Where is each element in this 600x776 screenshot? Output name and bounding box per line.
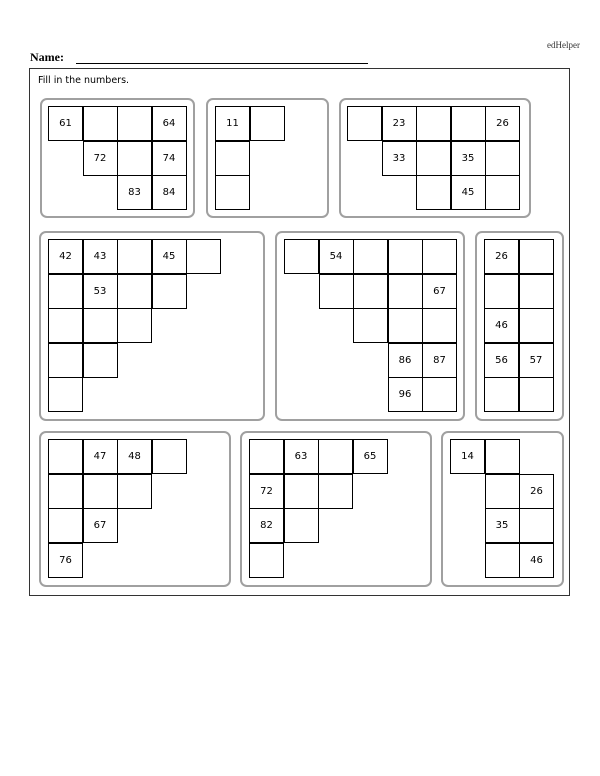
given-number-cell: 33: [382, 141, 417, 176]
blank-number-cell[interactable]: [48, 377, 83, 412]
given-number-cell: 11: [215, 106, 250, 141]
blank-number-cell[interactable]: [117, 474, 152, 509]
given-number-cell: 67: [83, 508, 118, 543]
blank-number-cell[interactable]: [249, 543, 284, 578]
given-number-cell: 65: [353, 439, 388, 474]
blank-number-cell[interactable]: [485, 141, 520, 176]
given-number-cell: 45: [451, 175, 486, 210]
given-number-cell: 83: [117, 175, 152, 210]
blank-number-cell[interactable]: [519, 508, 554, 543]
given-number-cell: 96: [388, 377, 423, 412]
given-number-cell: 64: [152, 106, 187, 141]
given-number-cell: 57: [519, 343, 554, 378]
blank-number-cell[interactable]: [186, 239, 221, 274]
given-number-cell: 82: [249, 508, 284, 543]
given-number-cell: 35: [451, 141, 486, 176]
blank-number-cell[interactable]: [422, 239, 457, 274]
blank-number-cell[interactable]: [117, 239, 152, 274]
given-number-cell: 46: [519, 543, 554, 578]
name-line: [76, 63, 368, 64]
given-number-cell: 56: [484, 343, 519, 378]
blank-number-cell[interactable]: [117, 106, 152, 141]
blank-number-cell[interactable]: [117, 141, 152, 176]
blank-number-cell[interactable]: [215, 141, 250, 176]
blank-number-cell[interactable]: [152, 274, 187, 309]
blank-number-cell[interactable]: [215, 175, 250, 210]
blank-number-cell[interactable]: [422, 308, 457, 343]
blank-number-cell[interactable]: [519, 239, 554, 274]
blank-number-cell[interactable]: [318, 474, 353, 509]
blank-number-cell[interactable]: [48, 508, 83, 543]
blank-number-cell[interactable]: [519, 377, 554, 412]
given-number-cell: 26: [484, 239, 519, 274]
blank-number-cell[interactable]: [519, 308, 554, 343]
given-number-cell: 54: [319, 239, 354, 274]
given-number-cell: 76: [48, 543, 83, 578]
given-number-cell: 26: [485, 106, 520, 141]
blank-number-cell[interactable]: [83, 343, 118, 378]
blank-number-cell[interactable]: [484, 377, 519, 412]
given-number-cell: 72: [249, 474, 284, 509]
given-number-cell: 48: [117, 439, 152, 474]
given-number-cell: 74: [152, 141, 187, 176]
blank-number-cell[interactable]: [48, 439, 83, 474]
blank-number-cell[interactable]: [484, 274, 519, 309]
given-number-cell: 23: [382, 106, 417, 141]
given-number-cell: 46: [484, 308, 519, 343]
blank-number-cell[interactable]: [485, 175, 520, 210]
given-number-cell: 43: [83, 239, 118, 274]
blank-number-cell[interactable]: [117, 274, 152, 309]
given-number-cell: 45: [152, 239, 187, 274]
blank-number-cell[interactable]: [519, 274, 554, 309]
given-number-cell: 84: [152, 175, 187, 210]
blank-number-cell[interactable]: [353, 239, 388, 274]
blank-number-cell[interactable]: [347, 106, 382, 141]
blank-number-cell[interactable]: [319, 274, 354, 309]
blank-number-cell[interactable]: [83, 106, 118, 141]
blank-number-cell[interactable]: [48, 474, 83, 509]
given-number-cell: 86: [388, 343, 423, 378]
blank-number-cell[interactable]: [353, 308, 388, 343]
blank-number-cell[interactable]: [485, 543, 520, 578]
blank-number-cell[interactable]: [48, 274, 83, 309]
name-label: Name:: [30, 50, 64, 64]
blank-number-cell[interactable]: [250, 106, 285, 141]
blank-number-cell[interactable]: [485, 474, 520, 509]
blank-number-cell[interactable]: [117, 308, 152, 343]
blank-number-cell[interactable]: [83, 474, 118, 509]
blank-number-cell[interactable]: [152, 439, 187, 474]
given-number-cell: 14: [450, 439, 485, 474]
given-number-cell: 42: [48, 239, 83, 274]
blank-number-cell[interactable]: [388, 308, 423, 343]
blank-number-cell[interactable]: [249, 439, 284, 474]
given-number-cell: 26: [519, 474, 554, 509]
blank-number-cell[interactable]: [485, 439, 520, 474]
given-number-cell: 61: [48, 106, 83, 141]
given-number-cell: 63: [284, 439, 319, 474]
blank-number-cell[interactable]: [416, 106, 451, 141]
given-number-cell: 47: [83, 439, 118, 474]
blank-number-cell[interactable]: [83, 308, 118, 343]
blank-number-cell[interactable]: [284, 474, 319, 509]
blank-number-cell[interactable]: [451, 106, 486, 141]
blank-number-cell[interactable]: [48, 308, 83, 343]
blank-number-cell[interactable]: [422, 377, 457, 412]
blank-number-cell[interactable]: [284, 508, 319, 543]
given-number-cell: 67: [422, 274, 457, 309]
given-number-cell: 35: [485, 508, 520, 543]
given-number-cell: 87: [422, 343, 457, 378]
blank-number-cell[interactable]: [48, 343, 83, 378]
given-number-cell: 53: [83, 274, 118, 309]
given-number-cell: 72: [83, 141, 118, 176]
blank-number-cell[interactable]: [353, 274, 388, 309]
blank-number-cell[interactable]: [388, 239, 423, 274]
blank-number-cell[interactable]: [416, 175, 451, 210]
brand-label: edHelper: [547, 40, 580, 50]
blank-number-cell[interactable]: [284, 239, 319, 274]
blank-number-cell[interactable]: [318, 439, 353, 474]
blank-number-cell[interactable]: [416, 141, 451, 176]
blank-number-cell[interactable]: [388, 274, 423, 309]
instruction-text: Fill in the numbers.: [38, 75, 130, 86]
